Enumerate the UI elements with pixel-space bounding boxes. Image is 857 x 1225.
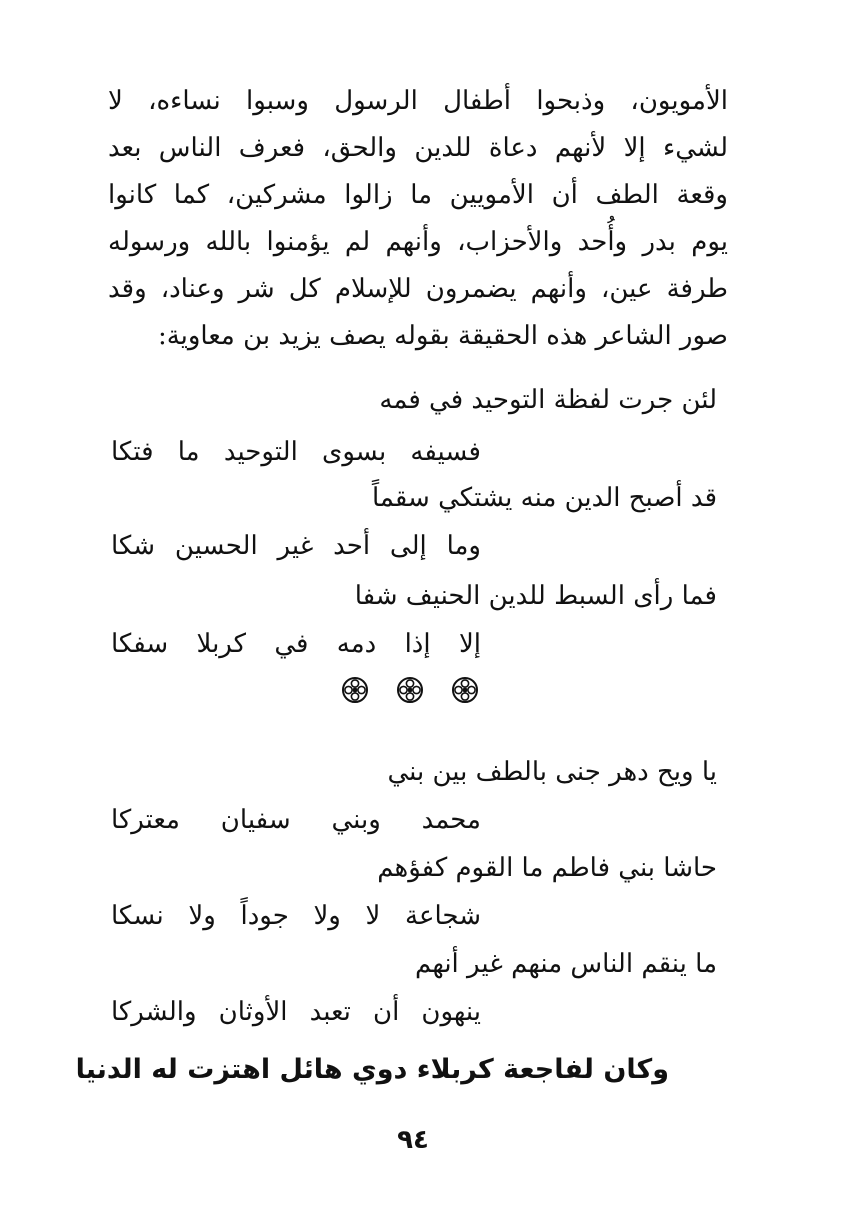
prose-line: صور الشاعر هذه الحقيقة بقوله يصف يزيد بن معاوية: (157, 321, 728, 351)
prose-line: طرفة عين، وأنهم يضمرون للإسلام كل شر وعناد، وقد (108, 274, 728, 304)
page-number: ٩٤ (397, 1125, 429, 1155)
flower-ornament-icon (450, 675, 480, 705)
verse-second-hemistich: محمد وبني سفيان معتركا (111, 805, 481, 835)
prose-line: يوم بدر وأُحد والأحزاب، وأنهم لم يؤمنوا بالله ورسوله (108, 227, 728, 257)
closing-line: وكان لفاجعة كربلاء دوي هائل اهتزت له الدنيا (75, 1054, 669, 1085)
verse-second-hemistich: وما إلى أحد غير الحسين شكا (111, 531, 481, 561)
flower-ornament-icon (340, 675, 370, 705)
verse-first-hemistich: لئن جرت لفظة التوحيد في فمه (379, 385, 717, 415)
verse-second-hemistich: شجاعة لا ولا جوداً ولا نسكا (111, 901, 481, 931)
verse-second-hemistich: فسيفه بسوى التوحيد ما فتكا (111, 437, 481, 467)
verse-first-hemistich: ما ينقم الناس منهم غير أنهم (415, 949, 717, 979)
prose-paragraph (108, 78, 728, 360)
verse-first-hemistich: يا ويح دهر جنى بالطف بين بني (387, 757, 717, 787)
verse-second-hemistich: إلا إذا دمه في كربلا سفكا (111, 629, 481, 659)
prose-line: لشيء إلا لأنهم دعاة للدين والحق، فعرف الناس بعد (108, 133, 728, 163)
section-separator (340, 672, 480, 708)
flower-ornament-icon (395, 675, 425, 705)
prose-line: الأمويون، وذبحوا أطفال الرسول وسبوا نساءه، لا (108, 86, 728, 116)
verse-first-hemistich: حاشا بني فاطم ما القوم كفؤهم (377, 853, 717, 883)
verse-first-hemistich: فما رأى السبط للدين الحنيف شفا (354, 581, 717, 611)
verse-first-hemistich: قد أصبح الدين منه يشتكي سقماً (371, 483, 717, 513)
prose-line: وقعة الطف أن الأمويين ما زالوا مشركين، كما كانوا (108, 180, 728, 210)
verse-second-hemistich: ينهون أن تعبد الأوثان والشركا (111, 997, 481, 1027)
